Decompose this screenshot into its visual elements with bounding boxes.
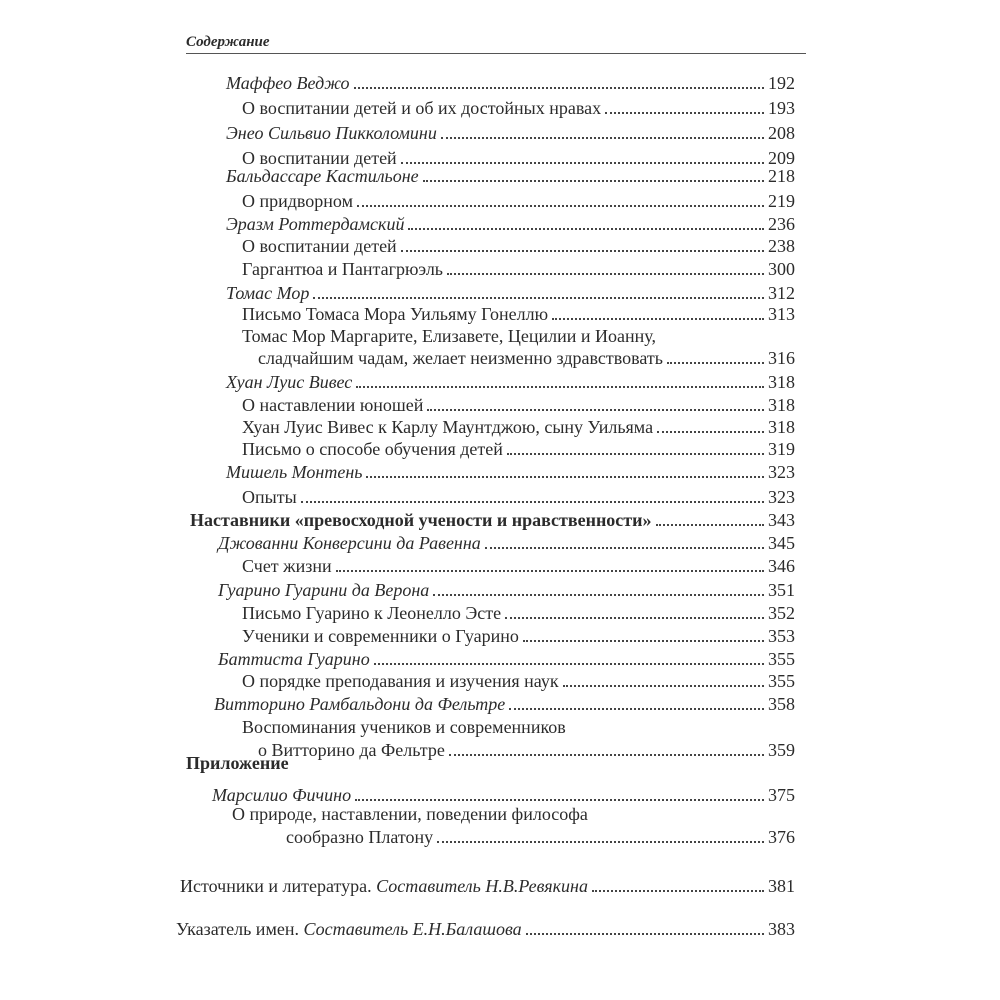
entry-author: Маффео Веджо — [226, 73, 350, 93]
entry-author: Джованни Конверсини да Равенна — [218, 533, 481, 553]
entry-title: О воспитании детей — [242, 236, 397, 256]
toc-entry[interactable] — [218, 532, 795, 554]
toc-entry[interactable] — [226, 72, 795, 94]
leader-dots — [505, 616, 764, 619]
toc-entry[interactable] — [242, 97, 795, 119]
toc-entry[interactable] — [214, 693, 795, 715]
leader-dots — [526, 932, 764, 935]
leader-dots — [374, 662, 764, 665]
entry-title — [180, 875, 588, 897]
toc-entry[interactable] — [242, 190, 795, 212]
entry-title: Письмо Гуарино к Леонелло Эсте — [242, 603, 502, 623]
page-number: 193 — [768, 98, 795, 118]
leader-dots — [592, 889, 764, 892]
leader-dots — [301, 500, 764, 503]
entry-author: Хуан Луис Вивес — [226, 372, 353, 392]
page-number: 323 — [768, 487, 795, 507]
entry-title-line1: Томас Мор Маргарите, Елизавете, Цецилии и Иоанну, — [242, 326, 656, 346]
toc-entry[interactable] — [180, 875, 795, 897]
leader-dots — [605, 111, 764, 114]
entry-title: Письмо о способе обучения детей — [242, 439, 503, 459]
entry-compiler: Составитель Н.В.Ревякина — [376, 876, 588, 896]
leader-dots — [657, 430, 764, 433]
leader-dots — [507, 452, 764, 455]
entry-title: О воспитании детей — [242, 148, 397, 168]
page-number: 323 — [768, 462, 795, 482]
page-number: 346 — [768, 556, 795, 576]
entry-title-line2: о Витторино да Фельтре — [258, 740, 445, 760]
toc-entry[interactable] — [226, 122, 795, 144]
page-number: 208 — [768, 123, 795, 143]
leader-dots — [441, 136, 764, 139]
entry-author: Марсилио Фичино — [212, 785, 352, 805]
toc-entry[interactable] — [258, 347, 795, 369]
running-header: Содержание — [186, 34, 806, 54]
entry-title: О воспитании детей и об их достойных нравах — [242, 98, 602, 118]
leader-dots — [427, 408, 764, 411]
page-number: 358 — [768, 694, 795, 714]
entry-title-line1: О природе, наставлении, поведении философа — [232, 804, 588, 824]
page-number: 343 — [768, 510, 795, 530]
toc-entry[interactable] — [258, 739, 795, 761]
page-number: 236 — [768, 214, 795, 234]
section-title: Наставники «превосходной учености и нравственности» — [190, 510, 652, 530]
toc-entry[interactable] — [242, 670, 795, 692]
page-number: 312 — [768, 283, 795, 303]
entry-title-line1: Воспоминания учеников и современников — [242, 717, 566, 737]
page-number: 192 — [768, 73, 795, 93]
toc-entry[interactable] — [176, 918, 795, 940]
leader-dots — [313, 296, 764, 299]
page-number: 352 — [768, 603, 795, 623]
leader-dots — [366, 475, 764, 478]
entry-title: Опыты — [242, 487, 297, 507]
entry-title: Письмо Томаса Мора Уильяму Гонеллю — [242, 304, 549, 324]
leader-dots — [357, 204, 764, 207]
leader-dots — [552, 317, 764, 320]
leader-dots — [449, 753, 764, 756]
page-number: 313 — [768, 304, 795, 324]
page-number: 319 — [768, 439, 795, 459]
page-number: 353 — [768, 626, 795, 646]
toc-entry[interactable] — [226, 461, 795, 483]
page-number: 355 — [768, 671, 795, 691]
page-number: 359 — [768, 740, 795, 760]
entry-author: Томас Мор — [226, 283, 310, 303]
entry-title: Счет жизни — [242, 556, 332, 576]
toc-entry[interactable] — [218, 579, 795, 601]
entry-title: Гаргантюа и Пантагрюэль — [242, 259, 444, 279]
leader-dots — [408, 227, 764, 230]
toc-entry[interactable] — [242, 625, 795, 647]
toc-entry[interactable] — [242, 394, 795, 416]
leader-dots — [509, 707, 764, 710]
leader-dots — [336, 569, 764, 572]
leader-dots — [563, 684, 764, 687]
entry-title-line2: сообразно Платону — [286, 827, 434, 847]
toc-entry[interactable] — [242, 555, 795, 577]
page-number: 351 — [768, 580, 795, 600]
toc-entry[interactable] — [226, 282, 795, 304]
entry-author: Бальдассаре Кастильоне — [226, 166, 419, 186]
leader-dots — [656, 523, 764, 526]
leader-dots — [401, 161, 764, 164]
entry-author: Эразм Роттердамский — [226, 214, 405, 234]
entry-text: Указатель имен. — [176, 919, 299, 939]
page-number: 318 — [768, 395, 795, 415]
toc-entry[interactable] — [226, 165, 795, 187]
leader-dots — [355, 798, 764, 801]
toc-entry[interactable] — [286, 826, 795, 848]
page-number: 219 — [768, 191, 795, 211]
page-number: 345 — [768, 533, 795, 553]
entry-author: Энео Сильвио Пикколомини — [226, 123, 437, 143]
page-number: 383 — [768, 919, 795, 939]
page-number: 376 — [768, 827, 795, 847]
leader-dots — [485, 546, 764, 549]
toc-entry[interactable] — [226, 213, 795, 235]
toc-entry[interactable] — [242, 602, 795, 624]
toc-entry[interactable] — [242, 416, 795, 438]
toc-entry[interactable] — [242, 486, 795, 508]
section-title: Приложение — [186, 753, 289, 773]
entry-title: О придворном — [242, 191, 353, 211]
page-number: 209 — [768, 148, 795, 168]
leader-dots — [523, 639, 764, 642]
page-number: 355 — [768, 649, 795, 669]
leader-dots — [667, 361, 764, 364]
entry-title-line2: сладчайшим чадам, желает неизменно здравствовать — [258, 348, 663, 368]
entry-author: Витторино Рамбальдони да Фельтре — [214, 694, 506, 714]
toc-entry[interactable] — [226, 371, 795, 393]
page-number: 316 — [768, 348, 795, 368]
page-number: 318 — [768, 417, 795, 437]
leader-dots — [423, 179, 764, 182]
leader-dots — [433, 593, 764, 596]
page-number: 238 — [768, 236, 795, 256]
entry-title: О наставлении юношей — [242, 395, 424, 415]
entry-compiler: Составитель Е.Н.Балашова — [303, 919, 522, 939]
toc-entry[interactable] — [242, 438, 795, 460]
toc-entry[interactable] — [218, 648, 795, 670]
toc-entry[interactable] — [242, 235, 795, 257]
entry-title — [176, 918, 522, 940]
leader-dots — [401, 249, 764, 252]
entry-author: Гуарино Гуарини да Верона — [218, 580, 430, 600]
entry-author: Мишель Монтень — [226, 462, 363, 482]
page-number: 318 — [768, 372, 795, 392]
entry-author: Баттиста Гуарино — [218, 649, 370, 669]
leader-dots — [354, 86, 765, 89]
leader-dots — [437, 840, 764, 843]
page-number: 300 — [768, 259, 795, 279]
page-number: 375 — [768, 785, 795, 805]
entry-title: Ученики и современники о Гуарино — [242, 626, 519, 646]
entry-title: О порядке преподавания и изучения наук — [242, 671, 559, 691]
entry-text: Источники и литература. — [180, 876, 372, 896]
toc-section[interactable] — [190, 509, 795, 531]
page-number: 381 — [768, 876, 795, 896]
toc-entry[interactable] — [242, 303, 795, 325]
leader-dots — [356, 385, 764, 388]
leader-dots — [447, 272, 764, 275]
entry-title: Хуан Луис Вивес к Карлу Маунтджою, сыну Уильяма — [242, 417, 654, 437]
page-number: 218 — [768, 166, 795, 186]
toc-entry[interactable] — [242, 258, 795, 280]
